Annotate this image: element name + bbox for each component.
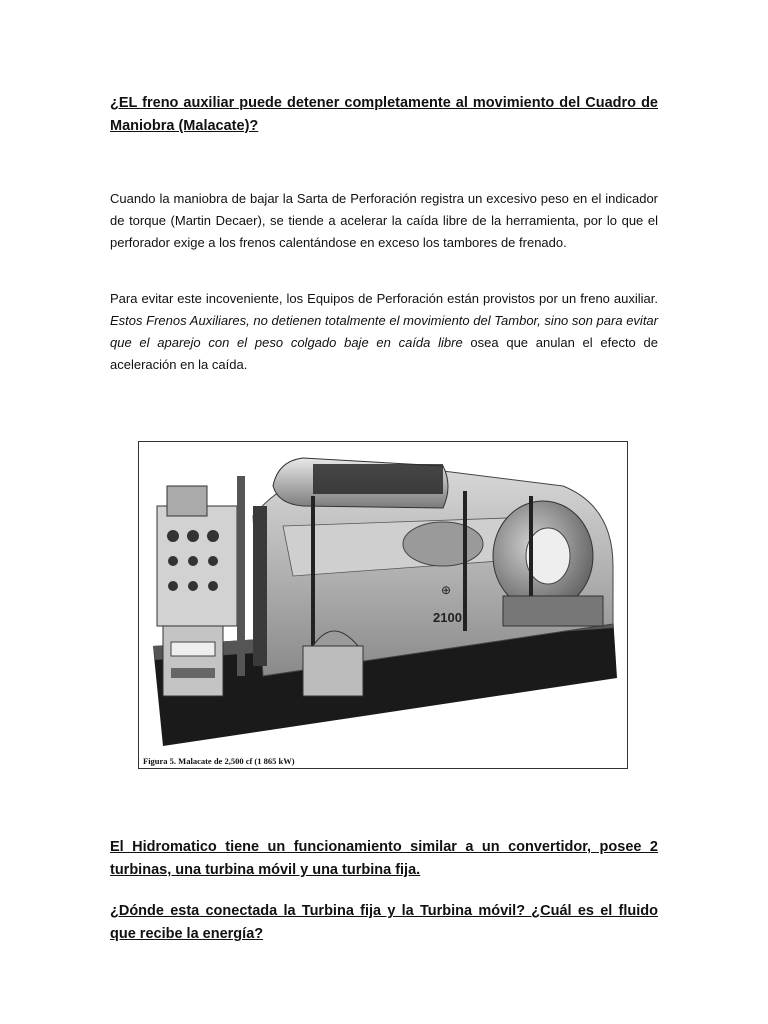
drawworks-figure (138, 441, 628, 769)
paragraph-1: Cuando la maniobra de bajar la Sarta de Perforación registra un excesivo peso en el indicador de torque (Martin Decaer), se tiende a acelerar la caída libre de la herramienta, por lo que el perforador exige a los frenos calentándose en exceso los tambores de frenado. (110, 191, 658, 250)
question-heading-1: ¿EL freno auxiliar puede detener completamente al movimiento del Cuadro de Maniobra (Malacate)? (110, 95, 658, 134)
figure-caption: Figura 5. Malacate de 2,500 cf (1 865 kW) (143, 756, 295, 766)
paragraph-2-italic: Estos Frenos Auxiliares, no detienen totalmente el movimiento del Tambor, sino son para evitar que el aparejo con el peso colgado baje en caída libre (110, 313, 658, 350)
statement-heading-2: El Hidromatico tiene un funcionamiento similar a un convertidor, posee 2 turbinas, una turbina móvil y una turbina fija. (110, 839, 658, 878)
paragraph-2-text-b: osea que anulan el efecto de aceleración en la caída. (110, 335, 658, 372)
paragraph-2-text-a: Para evitar este incoveniente, los Equipos de Perforación están provistos por un freno auxiliar. (110, 291, 658, 306)
machine-label: 2100 (433, 610, 462, 625)
machine-logo-icon: ⊕ (441, 583, 452, 597)
drawworks-illustration (143, 446, 623, 752)
question-heading-3: ¿Dónde esta conectada la Turbina fija y la Turbina móvil? ¿Cuál es el fluido que recibe la energía? (110, 903, 658, 942)
paragraph-2 (110, 288, 658, 376)
